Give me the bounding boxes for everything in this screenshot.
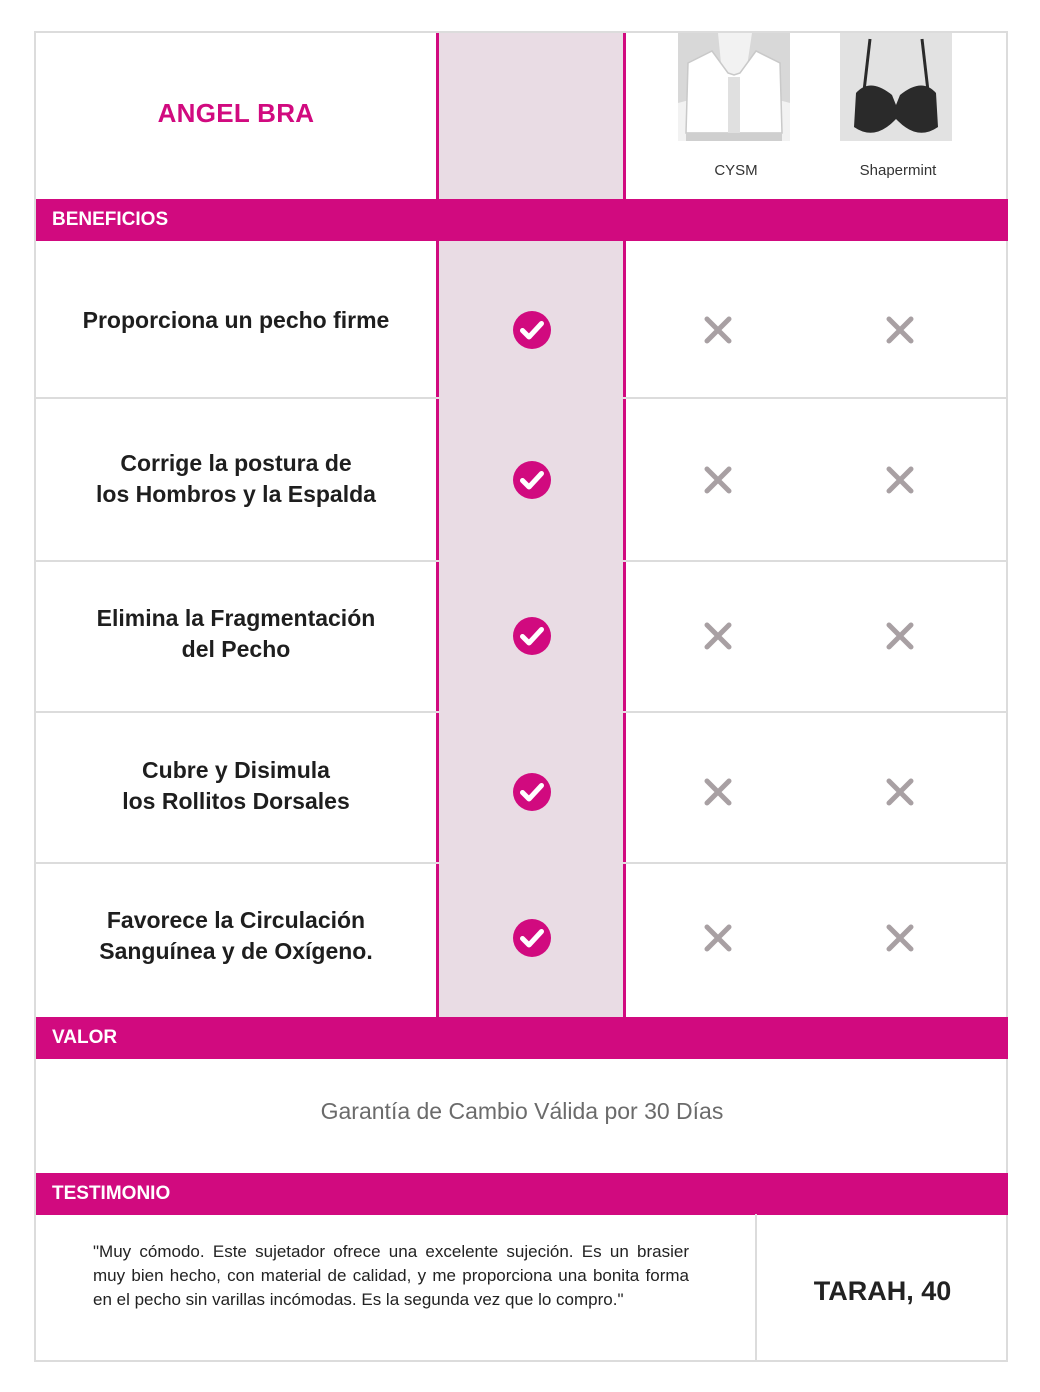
bra-photo-white-icon [678, 33, 790, 141]
section-header-value: VALOR [36, 1017, 1008, 1059]
feature-label-line: los Hombros y la Espalda [96, 481, 376, 507]
cross-icon-shapermint [885, 923, 915, 953]
feature-label-line: Favorece la Circulación [106, 907, 366, 933]
row-separator [36, 397, 1008, 399]
feature-label-line: Elimina la Fragmentación [96, 605, 376, 631]
feature-label-line: Sanguínea y de Oxígeno. [99, 938, 373, 964]
check-circle-icon [512, 918, 552, 958]
cross-icon-shapermint [885, 777, 915, 807]
bra-photo-black-icon [840, 33, 952, 141]
row-separator [36, 862, 1008, 864]
cross-icon-shapermint [885, 465, 915, 495]
feature-label-line: los Rollitos Dorsales [122, 788, 350, 814]
guarantee-text: Garantía de Cambio Válida por 30 Días [320, 1098, 724, 1124]
check-circle-icon [512, 460, 552, 500]
feature-label [36, 448, 436, 510]
angel-bra-highlight-column [436, 33, 626, 1019]
section-header-benefits: BENEFICIOS [36, 199, 1008, 241]
feature-label-line: Cubre y Disimula [142, 757, 330, 783]
check-circle-icon [512, 616, 552, 656]
cross-icon-shapermint [885, 621, 915, 651]
feature-label-line: Proporciona un pecho firme [82, 307, 390, 333]
brand-title: ANGEL BRA [157, 98, 315, 128]
testimonial-quote: "Muy cómodo. Este sujetador ofrece una excelente sujeción. Es un brasier muy bien hecho, con material de calidad, y me proporciona una bonita forma en el pecho sin varillas incómodas. Es la segunda vez que lo compro." [93, 1242, 689, 1309]
check-circle-icon [512, 310, 552, 350]
feature-label [36, 305, 436, 336]
row-separator [36, 560, 1008, 562]
feature-label-line: del Pecho [181, 636, 291, 662]
product-label-shapermint: Shapermint [859, 162, 937, 179]
check-circle-icon [512, 772, 552, 812]
section-header-testimony: TESTIMONIO [36, 1173, 1008, 1215]
cross-icon-cysm [703, 923, 733, 953]
cross-icon-cysm [703, 777, 733, 807]
cross-icon-cysm [703, 621, 733, 651]
cross-icon-shapermint [885, 315, 915, 345]
testimonial-author: TARAH, 40 [813, 1276, 952, 1306]
feature-label-line: Corrige la postura de [120, 450, 352, 476]
row-separator [36, 711, 1008, 713]
feature-label [36, 603, 436, 665]
cross-icon-cysm [703, 465, 733, 495]
cross-icon-cysm [703, 315, 733, 345]
product-label-cysm: CYSM [714, 162, 758, 179]
feature-label [36, 905, 436, 967]
feature-label [36, 755, 436, 817]
